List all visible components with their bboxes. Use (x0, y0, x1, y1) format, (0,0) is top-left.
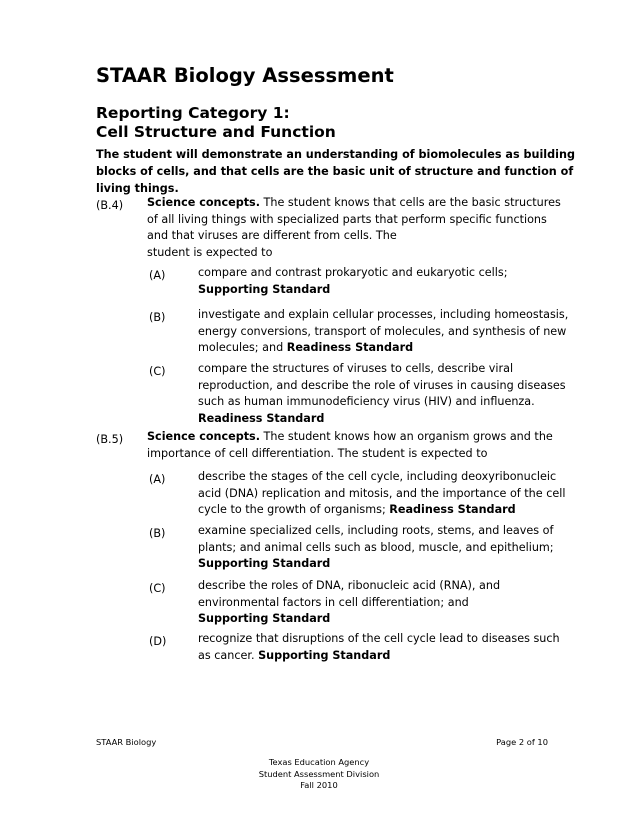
category-name: Cell Structure and Function (96, 123, 336, 141)
standard-code: (B.5) (96, 433, 124, 446)
standard-type: Readiness Standard (286, 341, 414, 355)
item-letter: (A) (149, 269, 166, 282)
footer-page-number: Page 2 of 10 (496, 737, 548, 747)
standard-line: of all living things with specialized parts that perform specific functions (147, 212, 547, 226)
item-line: examine specialized cells, including roots, stems, and leaves of (198, 524, 554, 537)
footer-line: Fall 2010 (300, 780, 338, 790)
item-text (198, 469, 565, 519)
category-label: Reporting Category 1: (96, 104, 290, 122)
item-text (198, 523, 554, 573)
reporting-category (96, 104, 336, 142)
item-line: cycle to the growth of organisms; (198, 503, 390, 517)
standard-text (147, 195, 561, 261)
footer-left: STAAR Biology (96, 737, 157, 747)
item-line: energy conversions, transport of molecules, and synthesis of new (198, 324, 567, 338)
standard-line: The student knows that cells are the basic structures (263, 196, 561, 209)
item-line: acid (DNA) replication and mitosis, and the importance of the cell (198, 486, 566, 500)
item-line: as cancer. (198, 648, 259, 662)
standard-type: Supporting Standard (258, 648, 391, 662)
standard-type: Supporting Standard (198, 282, 331, 296)
item-line: plants; and animal cells such as blood, muscle, and epithelium; (198, 540, 554, 554)
footer-line: Student Assessment Division (258, 768, 380, 779)
standard-line: importance of cell differentiation. The student is expected to (147, 446, 488, 460)
item-letter: (C) (149, 582, 166, 595)
standard-line: student is expected to (147, 245, 273, 259)
category-intro: The student will demonstrate an understanding of biomolecules as building blocks of cells, and that cells are the basic unit of structure and function of living things. (96, 148, 575, 195)
standard-type: Supporting Standard (198, 557, 331, 571)
standard-text (147, 429, 553, 462)
item-letter: (C) (149, 365, 166, 378)
item-line: reproduction, and describe the role of viruses in causing diseases (198, 378, 566, 392)
document-title: STAAR Biology Assessment (96, 64, 394, 87)
footer-center (0, 757, 638, 792)
item-line: compare and contrast prokaryotic and eukaryotic cells; (198, 266, 508, 279)
item-letter: (B) (149, 527, 166, 540)
item-text (198, 631, 560, 664)
item-line: such as human immunodeficiency virus (HIV) and influenza. (198, 395, 535, 409)
item-line: molecules; and (198, 341, 287, 355)
item-text (198, 307, 568, 357)
item-letter: (A) (149, 473, 166, 486)
item-line: describe the stages of the cell cycle, including deoxyribonucleic (198, 470, 557, 483)
item-line: describe the roles of DNA, ribonucleic acid (RNA), and (198, 579, 501, 592)
standard-line: and that viruses are different from cells. The (147, 229, 397, 243)
standard-heading: Science concepts. (147, 430, 260, 443)
standard-type: Readiness Standard (198, 411, 325, 425)
item-line: recognize that disruptions of the cell cycle lead to diseases such (198, 632, 560, 645)
item-line: environmental factors in cell differentiation; and (198, 595, 469, 609)
item-text (198, 265, 507, 298)
standard-type: Supporting Standard (198, 612, 331, 626)
footer-line: Texas Education Agency (268, 757, 370, 767)
item-line: investigate and explain cellular processes, including homeostasis, (198, 308, 569, 321)
standard-line: The student knows how an organism grows and the (263, 430, 553, 443)
item-text (198, 361, 566, 427)
standard-type: Readiness Standard (389, 503, 516, 517)
item-text (198, 578, 500, 628)
standard-heading: Science concepts. (147, 196, 260, 209)
standard-code: (B.4) (96, 199, 124, 212)
item-line: compare the structures of viruses to cells, describe viral (198, 362, 514, 375)
item-letter: (D) (149, 635, 167, 648)
item-letter: (B) (149, 311, 166, 324)
